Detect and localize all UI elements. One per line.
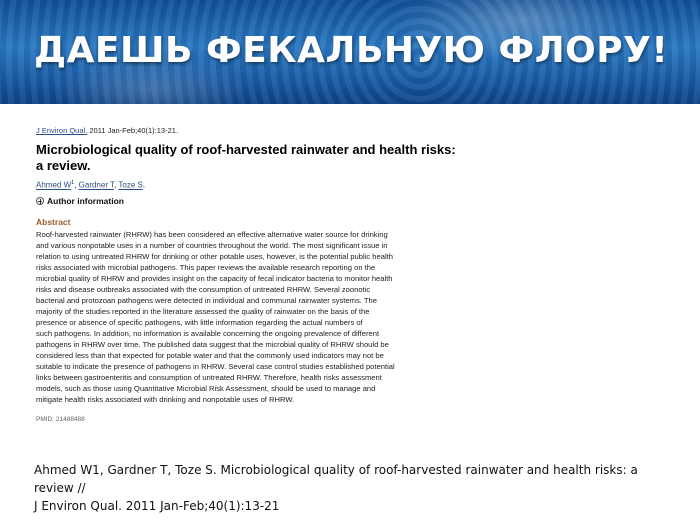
citation-details: 2011 Jan-Feb;40(1):13-21.: [87, 126, 179, 135]
abstract-line: pathogens in RHRW over time. The published data suggest that the microbial quality of RHRW should be: [36, 339, 389, 349]
header-banner: [0, 0, 700, 104]
abstract-line: risks and disease outbreaks associated with the consumption of untreated RHRW. Several zoonotic: [36, 284, 371, 294]
caption-line: Ahmed W1, Gardner T, Toze S. Microbiological quality of roof-harvested rainwater and health risks: a review //: [34, 463, 638, 495]
plus-icon[interactable]: [36, 197, 44, 205]
abstract-line: risks associated with microbial pathogens. This paper reviews the available research reporting on the: [36, 262, 376, 272]
authors-list: Ahmed $W^1$, Gardner T, Toze S.: [36, 180, 146, 190]
abstract-line: models, such as those using Quantitative Microbial Risk Assessment, should be used to manage and: [36, 383, 376, 393]
abstract-line: Roof-harvested rainwater (RHRW) has been considered an effective alternative water source for drinking: [36, 229, 388, 239]
abstract-line: majority of the studies reported in the literature assessed the quality of rainwater on the basis of the: [36, 306, 370, 316]
abstract-text: [36, 229, 466, 405]
abstract-line: mitigate health risks associated with drinking and nonpotable uses of RHRW.: [36, 394, 295, 404]
journal-link[interactable]: J Environ Qual.: [36, 126, 88, 135]
abstract-line: presence or absence of specific pathogens, with little information regarding the actual numbers of: [36, 317, 363, 327]
abstract-line: bacterial and protozoan pathogens were detected in individual and communal rainwater systems. The: [36, 295, 377, 305]
abstract-line: and various nonpotable uses in a number of countries throughout the world. The most significant issue in: [36, 240, 388, 250]
citation-line: [36, 126, 466, 135]
reference-caption: [34, 461, 674, 515]
paper-title: Microbiological quality of roof-harvested rainwater and health risks: a review.: [36, 142, 456, 173]
author-information-label: Author information: [47, 195, 124, 206]
article-panel: [36, 126, 466, 423]
author-link[interactable]: Gardner T: [78, 180, 115, 190]
author-link[interactable]: Toze S: [118, 180, 143, 190]
abstract-heading: Abstract: [36, 216, 71, 227]
author-link[interactable]: Ahmed W: [36, 180, 72, 190]
abstract-line: microbial quality of RHRW and provides insight on the capacity of fecal indicator bacteria to monitor health: [36, 273, 393, 283]
abstract-line: suitable to indicate the presence of pathogens in RHRW. Several case control studies established potential: [36, 361, 395, 371]
author-information-toggle[interactable]: [36, 196, 466, 206]
abstract-line: relation to using untreated RHRW for drinking or other potable uses, however, is the potential public health: [36, 251, 393, 261]
abstract-line: considered less than that expected for potable water and that the commonly used indicators may not be: [36, 350, 384, 360]
slide-title: ДАЕШЬ ФЕКАЛЬНУЮ ФЛОРУ!: [34, 30, 669, 71]
abstract-line: such pathogens. In addition, no information is available concerning the ongoing prevalence of different: [36, 328, 380, 338]
author-affiliation-sup: 1: [71, 180, 75, 186]
abstract-line: links between gastroenteritis and consumption of untreated RHRW. Therefore, health risks assessment: [36, 372, 382, 382]
pmid-label: PMID: 21488488: [36, 415, 85, 423]
caption-line: J Environ Qual. 2011 Jan-Feb;40(1):13-21: [34, 499, 280, 513]
